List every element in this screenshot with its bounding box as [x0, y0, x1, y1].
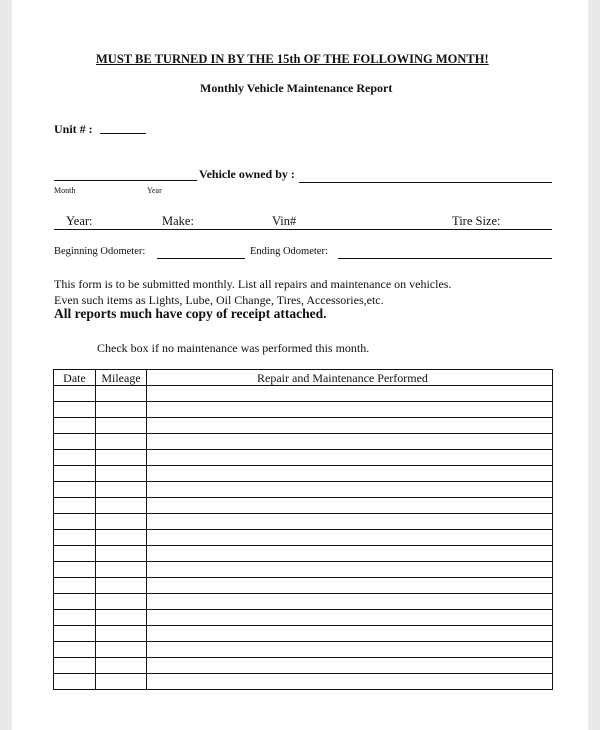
instructions-text: [54, 276, 451, 308]
repair-cell[interactable]: [147, 642, 553, 658]
repair-cell[interactable]: [147, 578, 553, 594]
table-row: [54, 626, 553, 642]
report-title: Monthly Vehicle Maintenance Report: [200, 81, 393, 95]
table-row: [54, 434, 553, 450]
mileage-cell[interactable]: [96, 546, 147, 562]
repair-cell[interactable]: [147, 482, 553, 498]
table-row: [54, 418, 553, 434]
vehicle-details-input-line[interactable]: [54, 229, 552, 230]
beginning-odometer-label: Beginning Odometer:: [54, 246, 146, 257]
unit-label: Unit # :: [54, 122, 93, 136]
date-cell[interactable]: [54, 530, 96, 546]
table-header-row: [54, 370, 553, 386]
date-cell[interactable]: [54, 658, 96, 674]
table-row: [54, 674, 553, 690]
repair-cell[interactable]: [147, 498, 553, 514]
date-cell[interactable]: [54, 642, 96, 658]
unit-input-line[interactable]: [100, 133, 146, 134]
table-row: [54, 562, 553, 578]
column-header-mileage: Mileage: [96, 370, 147, 386]
maintenance-log-table: [53, 369, 553, 690]
vehicle-owned-by-label: Vehicle owned by :: [199, 167, 295, 181]
instruction-line: This form is to be submitted monthly. List all repairs and maintenance on vehicles.: [54, 277, 452, 291]
vehicle-owned-by-input-line[interactable]: [299, 182, 552, 183]
mileage-cell[interactable]: [96, 466, 147, 482]
table-row: [54, 450, 553, 466]
column-header-date: Date: [54, 370, 96, 386]
date-cell[interactable]: [54, 482, 96, 498]
date-cell[interactable]: [54, 402, 96, 418]
date-cell[interactable]: [54, 578, 96, 594]
date-cell[interactable]: [54, 466, 96, 482]
table-row: [54, 498, 553, 514]
date-cell[interactable]: [54, 674, 96, 690]
mileage-cell[interactable]: [96, 610, 147, 626]
date-cell[interactable]: [54, 498, 96, 514]
column-header-repair: Repair and Maintenance Performed: [147, 370, 553, 386]
repair-cell[interactable]: [147, 466, 553, 482]
repair-cell[interactable]: [147, 434, 553, 450]
table-row: [54, 578, 553, 594]
table-row: [54, 530, 553, 546]
ending-odometer-input-line[interactable]: [338, 258, 552, 259]
date-cell[interactable]: [54, 594, 96, 610]
mileage-cell[interactable]: [96, 658, 147, 674]
date-cell[interactable]: [54, 514, 96, 530]
date-cell[interactable]: [54, 610, 96, 626]
table-row: [54, 546, 553, 562]
mileage-cell[interactable]: [96, 642, 147, 658]
repair-cell[interactable]: [147, 610, 553, 626]
date-cell[interactable]: [54, 562, 96, 578]
table-row: [54, 594, 553, 610]
mileage-cell[interactable]: [96, 434, 147, 450]
mileage-cell[interactable]: [96, 578, 147, 594]
no-maintenance-checkbox-note: Check box if no maintenance was performed this month.: [97, 341, 370, 355]
mileage-cell[interactable]: [96, 450, 147, 466]
make-label: Make:: [162, 214, 194, 228]
instruction-line: Even such items as Lights, Lube, Oil Change, Tires, Accessories,etc.: [54, 293, 384, 307]
table-row: [54, 610, 553, 626]
repair-cell[interactable]: [147, 402, 553, 418]
repair-cell[interactable]: [147, 418, 553, 434]
mileage-cell[interactable]: [96, 482, 147, 498]
date-cell[interactable]: [54, 386, 96, 402]
mileage-cell[interactable]: [96, 626, 147, 642]
table-row: [54, 466, 553, 482]
date-cell[interactable]: [54, 418, 96, 434]
repair-cell[interactable]: [147, 546, 553, 562]
date-cell[interactable]: [54, 450, 96, 466]
mileage-cell[interactable]: [96, 386, 147, 402]
receipt-note: All reports much have copy of receipt attached.: [54, 306, 327, 321]
mileage-cell[interactable]: [96, 674, 147, 690]
tire-size-label: Tire Size:: [452, 214, 501, 228]
mileage-cell[interactable]: [96, 514, 147, 530]
vin-label: Vin#: [272, 214, 297, 228]
repair-cell[interactable]: [147, 594, 553, 610]
month-caption: Month: [54, 186, 76, 195]
repair-cell[interactable]: [147, 626, 553, 642]
year-label: Year:: [66, 214, 93, 228]
date-cell[interactable]: [54, 434, 96, 450]
form-page: [12, 0, 588, 730]
mileage-cell[interactable]: [96, 418, 147, 434]
mileage-cell[interactable]: [96, 562, 147, 578]
mileage-cell[interactable]: [96, 498, 147, 514]
date-cell[interactable]: [54, 546, 96, 562]
deadline-header: MUST BE TURNED IN BY THE 15th OF THE FOLLOWING MONTH!: [96, 52, 489, 66]
mileage-cell[interactable]: [96, 594, 147, 610]
table-row: [54, 386, 553, 402]
repair-cell[interactable]: [147, 562, 553, 578]
repair-cell[interactable]: [147, 530, 553, 546]
date-cell[interactable]: [54, 626, 96, 642]
table-row: [54, 482, 553, 498]
repair-cell[interactable]: [147, 658, 553, 674]
table-row: [54, 402, 553, 418]
table-body: [54, 386, 553, 690]
repair-cell[interactable]: [147, 514, 553, 530]
table-row: [54, 658, 553, 674]
month-year-input-line[interactable]: [54, 180, 197, 181]
table-row: [54, 642, 553, 658]
mileage-cell[interactable]: [96, 402, 147, 418]
table-row: [54, 514, 553, 530]
mileage-cell[interactable]: [96, 530, 147, 546]
repair-cell[interactable]: [147, 674, 553, 690]
year-caption: Year: [147, 186, 162, 195]
ending-odometer-label: Ending Odometer:: [250, 246, 328, 257]
repair-cell[interactable]: [147, 386, 553, 402]
beginning-odometer-input-line[interactable]: [157, 258, 245, 259]
repair-cell[interactable]: [147, 450, 553, 466]
